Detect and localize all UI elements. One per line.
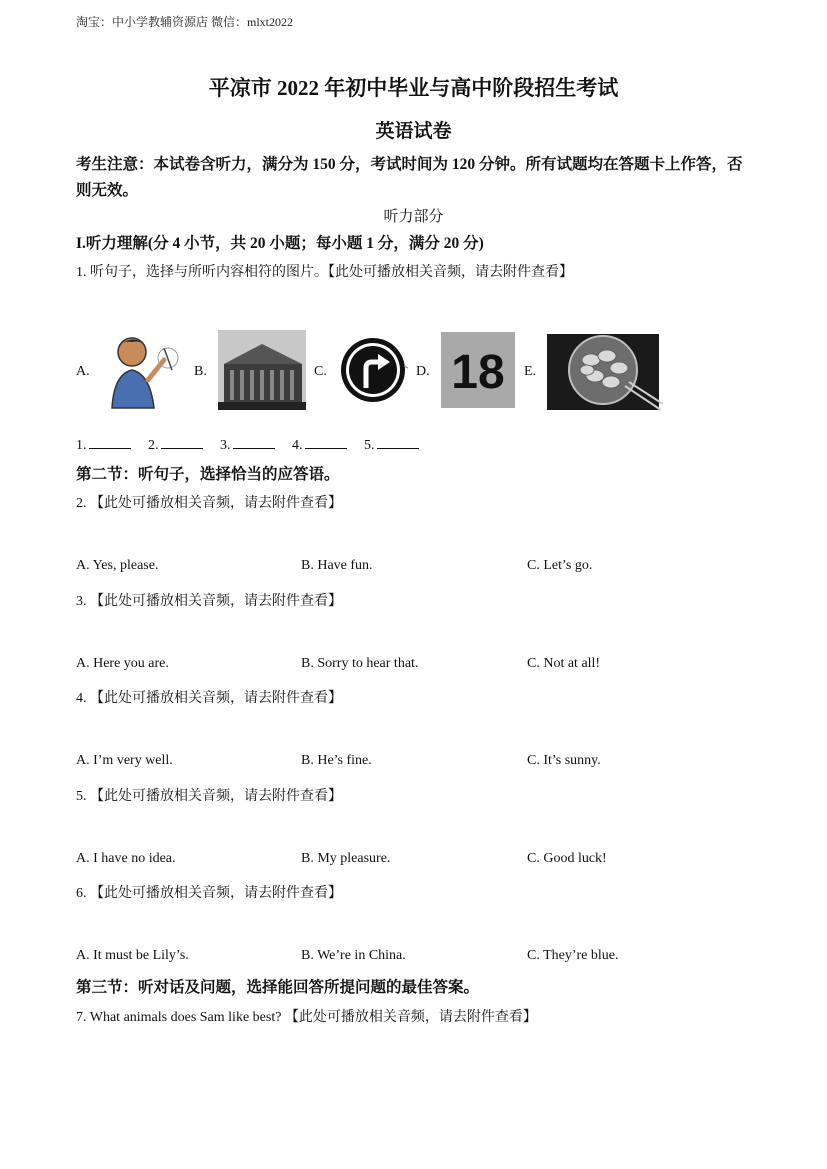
blank-label: 3. bbox=[220, 438, 231, 453]
question-prompt: 2. 【此处可播放相关音频，请去附件查看】 bbox=[76, 496, 342, 511]
answer-blanks bbox=[76, 434, 433, 454]
blank-label: 2. bbox=[148, 438, 159, 453]
option-b: B. My pleasure. bbox=[301, 851, 391, 866]
header-note: 淘宝：中小学教辅资源店 微信：mlxt2022 bbox=[76, 15, 294, 29]
blank-label: 5. bbox=[364, 438, 375, 453]
exam-notice: 考生注意：本试卷含听力，满分为 150 分，考试时间为 120 分钟。所有试题均在答题卡上作答，否则无效。 bbox=[76, 156, 743, 199]
question-prompt: 5. 【此处可播放相关音频，请去附件查看】 bbox=[76, 789, 342, 804]
question-1: 1. 听句子，选择与所听内容相符的图片。【此处可播放相关音频，请去附件查看】 bbox=[76, 265, 573, 280]
option-c: C. Let’s go. bbox=[527, 558, 593, 573]
number-picture bbox=[441, 330, 515, 410]
option-c: C. It’s sunny. bbox=[527, 753, 601, 768]
picture-label-a: A. bbox=[76, 364, 90, 379]
option-b: B. Have fun. bbox=[301, 558, 373, 573]
building-picture bbox=[218, 330, 306, 410]
blank-label: 1. bbox=[76, 438, 87, 453]
picture-label-b: B. bbox=[194, 364, 207, 379]
option-c: C. Good luck! bbox=[527, 851, 607, 866]
picture-label-e: E. bbox=[524, 364, 537, 379]
part-title: 听力部分 bbox=[383, 209, 444, 225]
answer-blank-2[interactable] bbox=[161, 434, 203, 449]
number-picture-text: 18 bbox=[451, 346, 505, 399]
option-b: B. Sorry to hear that. bbox=[301, 656, 419, 671]
option-a: A. I have no idea. bbox=[76, 851, 176, 866]
blank-label: 4. bbox=[292, 438, 303, 453]
section1-title: I.听力理解(分 4 小节，共 20 小题；每小题 1 分，满分 20 分) bbox=[76, 235, 484, 252]
question-prompt: 4. 【此处可播放相关音频，请去附件查看】 bbox=[76, 691, 342, 706]
option-c: C. Not at all! bbox=[527, 656, 601, 671]
answer-blank-4[interactable] bbox=[305, 434, 347, 449]
turn-right-sign-picture bbox=[340, 330, 410, 410]
exam-subtitle: 英语试卷 bbox=[375, 121, 452, 142]
option-a: A. It must be Lily’s. bbox=[76, 948, 189, 963]
question-prompt: 3. 【此处可播放相关音频，请去附件查看】 bbox=[76, 594, 342, 609]
option-a: A. Yes, please. bbox=[76, 558, 159, 573]
picture-label-d: D. bbox=[416, 364, 430, 379]
option-a: A. Here you are. bbox=[76, 656, 169, 671]
answer-blank-3[interactable] bbox=[233, 434, 275, 449]
option-b: B. We’re in China. bbox=[301, 948, 406, 963]
section2-title: 第二节：听句子，选择恰当的应答语。 bbox=[76, 466, 340, 483]
dumplings-picture bbox=[547, 330, 663, 410]
question-7: 7. What animals does Sam like best? 【此处可播放相关音频，请去附件查看】 bbox=[76, 1010, 537, 1025]
option-a: A. I’m very well. bbox=[76, 753, 173, 768]
section3-title: 第三节：听对话及问题，选择能回答所提问题的最佳答案。 bbox=[76, 979, 480, 996]
question-prompt: 6. 【此处可播放相关音频，请去附件查看】 bbox=[76, 886, 342, 901]
answer-blank-1[interactable] bbox=[89, 434, 131, 449]
exam-title: 平凉市 2022 年初中毕业与高中阶段招生考试 bbox=[208, 76, 619, 100]
option-c: C. They’re blue. bbox=[527, 948, 619, 963]
picture-label-c: C. bbox=[314, 364, 327, 379]
option-b: B. He’s fine. bbox=[301, 753, 372, 768]
answer-blank-5[interactable] bbox=[377, 434, 419, 449]
boy-pointing-picture bbox=[102, 330, 182, 410]
